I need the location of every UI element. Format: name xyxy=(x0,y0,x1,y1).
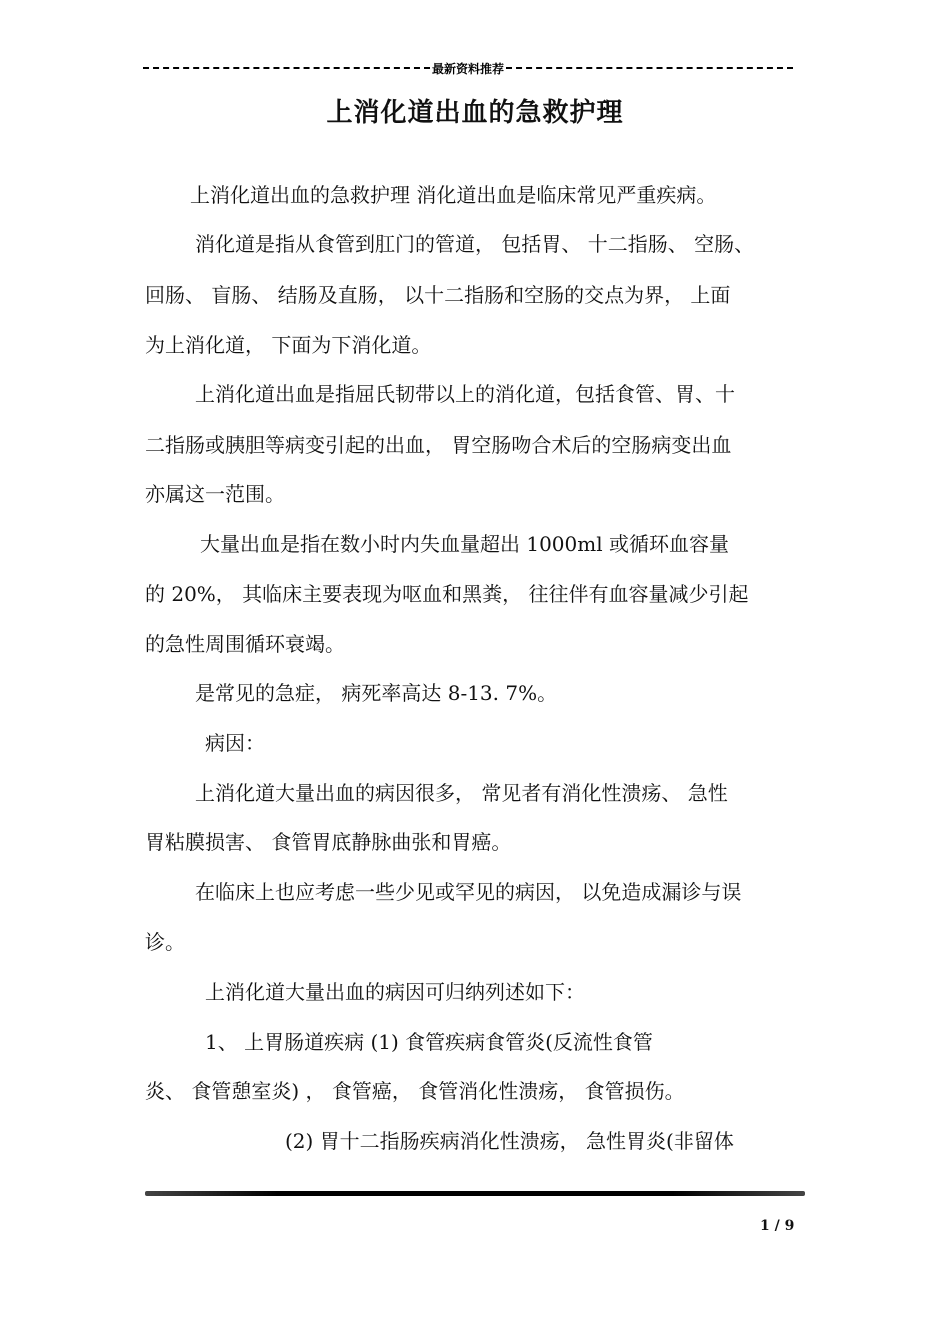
text-line: 消化道是指从食管到肛门的管道， 包括胃、 十二指肠、 空肠、 xyxy=(195,232,755,256)
text-line: 上消化道出血的急救护理 消化道出血是临床常见严重疾病。 xyxy=(190,183,717,207)
header-dash-right xyxy=(506,67,793,69)
text-line: 为上消化道， 下面为下消化道。 xyxy=(145,333,432,357)
text-line: 上消化道大量出血的病因可归纳列述如下： xyxy=(205,980,585,1004)
text-line: 二指肠或胰胆等病变引起的出血， 胃空肠吻合术后的空肠病变出血 xyxy=(145,433,732,457)
footer-rule xyxy=(145,1191,805,1196)
text-line: 病因： xyxy=(205,731,265,755)
text-line: 在临床上也应考虑一些少见或罕见的病因， 以免造成漏诊与误 xyxy=(195,880,742,904)
text-line: 炎、 食管憩室炎) ， 食管癌， 食管消化性溃疡， 食管损伤。 xyxy=(145,1079,685,1103)
text-line: 诊。 xyxy=(145,930,185,954)
text-line: 胃粘膜损害、 食管胃底静脉曲张和胃癌。 xyxy=(145,830,512,854)
header-dash-left xyxy=(143,67,430,69)
text-line: 的 20%， 其临床主要表现为呕血和黑粪， 往往伴有血容量减少引起 xyxy=(145,582,749,606)
text-line: 大量出血是指在数小时内失血量超出 1000ml 或循环血容量 xyxy=(200,532,729,556)
text-line: (2) 胃十二指肠疾病消化性溃疡， 急性胃炎(非留体 xyxy=(285,1129,734,1153)
text-line: 上消化道出血是指屈氏韧带以上的消化道，包括食管、胃、十 xyxy=(195,382,735,406)
text-line: 回肠、 盲肠、 结肠及直肠， 以十二指肠和空肠的交点为界， 上面 xyxy=(145,283,731,307)
header-text: 最新资料推荐 xyxy=(432,61,505,76)
text-line: 的急性周围循环衰竭。 xyxy=(145,632,345,656)
text-line: 亦属这一范围。 xyxy=(145,482,285,506)
page-header xyxy=(143,58,793,78)
document-title: 上消化道出血的急救护理 xyxy=(326,98,624,128)
text-line: 上消化道大量出血的病因很多， 常见者有消化性溃疡、 急性 xyxy=(195,781,728,805)
text-line: 1、 上胃肠道疾病 (1) 食管疾病食管炎(反流性食管 xyxy=(205,1030,653,1054)
text-line: 是常见的急症， 病死率高达 8-13. 7%。 xyxy=(195,681,558,705)
page-number: 1 / 9 xyxy=(760,1218,795,1234)
